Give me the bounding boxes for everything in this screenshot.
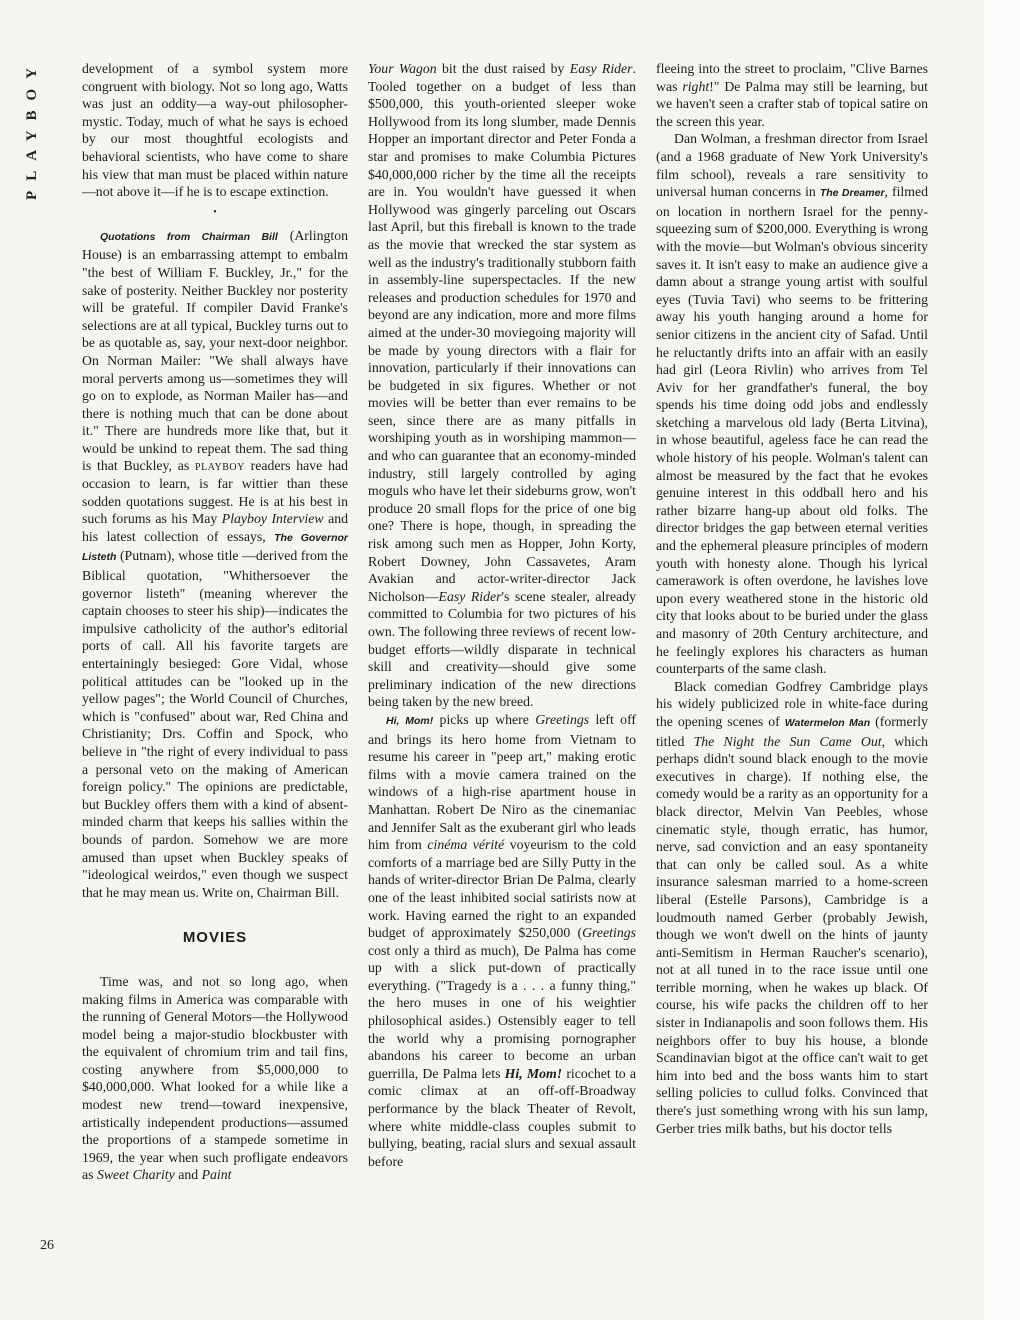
column-1 (82, 60, 348, 1184)
magazine-side-mark: PLAYBOY (24, 58, 40, 200)
column-3 (656, 60, 928, 1137)
paragraph-movies-intro: Time was, and not so long ago, when making films in America was comparable with the running of General Motors—the Hollywood model being a major-studio blockbuster with the equivalent of chromium trim and tail fins, costing anywhere from $5,000,000 to $40,000,000. What looked for a while like a modest new trend—toward inexpensive, artistically independent productions—assumed the proportions of a stampede sometime in 1969, the year when such profligate endeavors as Sweet Charity and Paint (82, 973, 348, 1183)
book-title: The Governor Listeth (82, 531, 348, 564)
paragraph-watts-conclusion: development of a symbol system more congruent with biology. Not so long ago, Watts was just an oddity—a way-out philosopher-mystic. Today, much of what he says is echoed by our most thoughtful ecologists and behavioral scientists, who have come to share his view that man must be placed within nature—not above it—if he is to escape extinction. (82, 61, 348, 200)
paragraph-movies-intro-continued: Your Wagon bit the dust raised by Easy Rider. Tooled together on a budget of less than $500,000, this youth-oriented sleeper woke Hollywood from its long slumber, made Dennis Hopper an important director and Peter Fonda a star and promises to make Columbia Pictures $40,000,000 richer by the time all the receipts are in. You wouldn't have guessed it when Hollywood was gingerly parceling out Oscars last April, but this fireball is known to the trade as the movie that wrecked the star system as well as the industry's traditionally stubborn faith in assembly-line superspectacles. If the new releases and production schedules for 1970 and beyond are any indication, more and more films aimed at the under-30 moviegoing majority will be made by young directors with a flair for innovation, particularly if their innovations can be budgeted in six figures. Whether or not movies will be better than ever remains to be seen, since there are as many pitfalls in worshiping youth as in worshiping mammon—and who can guarantee that an economy-minded industry, still largely controlled by aging moguls who have let their sideburns grow, won't produce 20 small flops for the price of one big one? There is hope, though, in spreading the risk among such men as Hopper, John Korty, Robert Downey, John Cassavetes, Aram Avakian and actor-writer-director Jack Nicholson—Easy Rider's scene stealer, already committed to Columbia for two pictures of his own. The following three reviews of recent low-budget efforts—wildly disparate in technical skill and creativity—should give some preliminary indication of the new directions being taken by the new breed. (368, 61, 637, 710)
section-divider: • (213, 206, 217, 218)
paragraph-hi-mom-review: Hi, Mom! picks up where Greetings left off and brings its hero home from Vietnam to resume his career in "peep art," making erotic films with a movie camera trained on the windows of a high-rise apartment house in Manhattan. Robert De Niro as the cinemaniac and Jennifer Salt as the exuberant girl who leads him from cinéma vérité voyeurism to the cold comforts of a marriage bed are Silly Putty in the hands of writer-director Brian De Palma, clearly one of the least inhibited social satirists now at work. Having earned the right to an expanded budget of approximately $250,000 (Greetings cost only a third as much), De Palma has come up with a slick put-down of practically everything. ("Tragedy is a . . . a funny thing," the hero muses in one of his weightier philosophical asides.) Ostensibly eager to tell the world why a promising pornographer abandons his career to become an urban guerrilla, De Palma lets Hi, Mom! ricochet to a comic climax at an off-off-Broadway performance by the black Theater of Revolt, where white middle-class couples submit to bullying, beating, racial slurs and sexual assault before (368, 711, 637, 1169)
film-title: Hi, Mom! (386, 714, 434, 727)
film-title: The Dreamer (819, 187, 885, 200)
paragraph-hi-mom-continued: fleeing into the street to proclaim, "Clive Barnes was right!" De Palma may still be learning, but we haven't seen a crafter stab of topical satire on the screen this year. (656, 61, 928, 129)
paragraph-dreamer-review: Dan Wolman, a freshman director from Israel (and a 1968 graduate of New York University's film school), reveals a rare sensitivity to universal human concerns in The Dreamer, filmed on location in northern Israel for the penny-squeezing sum of $200,000. Everything is wrong with the movie—but Wolman's obvious sincerity saves it. It isn't easy to make an audience give a damn about a strange young artist with soulful eyes (Tuvia Tavi) who seems to be frittering away his youth hanging around a home for senior citizens in the ancient city of Safad. Until he reluctantly drifts into an affair with an easily had girl (Leora Rivlin) who arrives from Tel Aviv for her grandfather's funeral, the boy spends his time doing odd jobs and endlessly sketching a marvelous old lady (Berta Litvina), in whose beautiful, ageless face he can read the whole history of his people. Wolman's talent can almost be measured by the fact that he evokes genuine interest in this oddball hero and his rather bizarre hang-up about old folks. The director bridges the gap between eternal verities and the ephemeral pleasure principles of modern youth with honesty alone. Though his lyrical camerawork is often overdone, he lavishes love upon every weathered stone in the historic old city that looks about to be buried under the glass and masonry of 20th Century architecture, and he feelingly explores his characters as human counterparts of the same clash. (656, 131, 928, 677)
magazine-name-inline: playboy (195, 458, 245, 474)
film-title: Watermelon Man (784, 716, 871, 729)
page-edge (984, 0, 1020, 1320)
section-heading-movies: MOVIES (182, 929, 248, 947)
paragraph-watermelon-man-review: Black comedian Godfrey Cambridge plays his widely publicized role in white-face during the opening scenes of Watermelon Man (formerly titled The Night the Sun Came Out, which perhaps didn't sound black enough to the movie executives in charge). If nothing else, the comedy would be a rarity as an opportunity for a black director, Melvin Van Peebles, whose cinematic style, though erratic, has humor, nerve, sad conviction and an easy spontaneity that can only be called soul. As a white insurance salesman married to a home-screen liberal (Estelle Parsons), Cambridge is a loudmouth named Gerber (probably Jewish, though we won't dwell on the hints of jaunty anti-Semitism in Herman Raucher's scenario), not at all tuned in to the race issue until one terrible morning, when he wakes up black. Of course, his wife packs the children off to her sister in Indianapolis and soon follows them. His neighbors offer to buy his house, a blonde Scandinavian bigot at the office can't wait to get him into bed and the boss wants him to start selling policies to cullud folks. Convinced that there's just something wrong with his sun lamp, Gerber tries milk baths, but his doctor tells (656, 678, 928, 1136)
paragraph-chairman-bill-review: Quotations from Chairman Bill (Arlington House) is an embarrassing attempt to embalm "the best of William F. Buckley, Jr.," for the sake of posterity. Neither Buckley nor posterity will be grateful. If compiler David Franke's selections are at all typical, Buckley turns out to be as quotable as, say, your next-door neighbor. On Norman Mailer: "We shall always have moral perverts among us—sometimes they will go on to explode, as Norman Mailer has—and there is nothing much that can be done about it." There are hundreds more like that, but it would be unkind to repeat them. The sad thing is that Buckley, as playboy readers have had occasion to learn, is far wittier than these sodden quotations suggest. He is at his best in such forums as his May Playboy Interview and his latest collection of essays, The Governor Listeth (Putnam), whose title —derived from the Biblical quotation, "Whithersoever the governor listeth" (meaning wherever the captain chooses to steer his ship)—indicates the impulsive catholicity of the author's editorial ports of call. All his favorite targets are entertainingly besieged: Gore Vidal, whose political attitudes can be "looked up in the yellow pages"; the World Council of Churches, which is "confused" about war, Red China and Christianity; Drs. Coffin and Spock, who believe in "the right of every individual to pass a personal veto on the making of American foreign policy." The opinions are predictable, but Buckley offers them with a kind of absent-minded charm that keeps his sallies within the bounds of pardon. Somehow we are more amused than upset when Buckley speaks of "ideological weirdos," even though we suspect that he may mean us. Write on, Chairman Bill. (82, 227, 348, 900)
page-number: 26 (40, 1238, 54, 1253)
book-title: Quotations from Chairman Bill (100, 230, 278, 243)
column-2 (368, 60, 636, 1170)
